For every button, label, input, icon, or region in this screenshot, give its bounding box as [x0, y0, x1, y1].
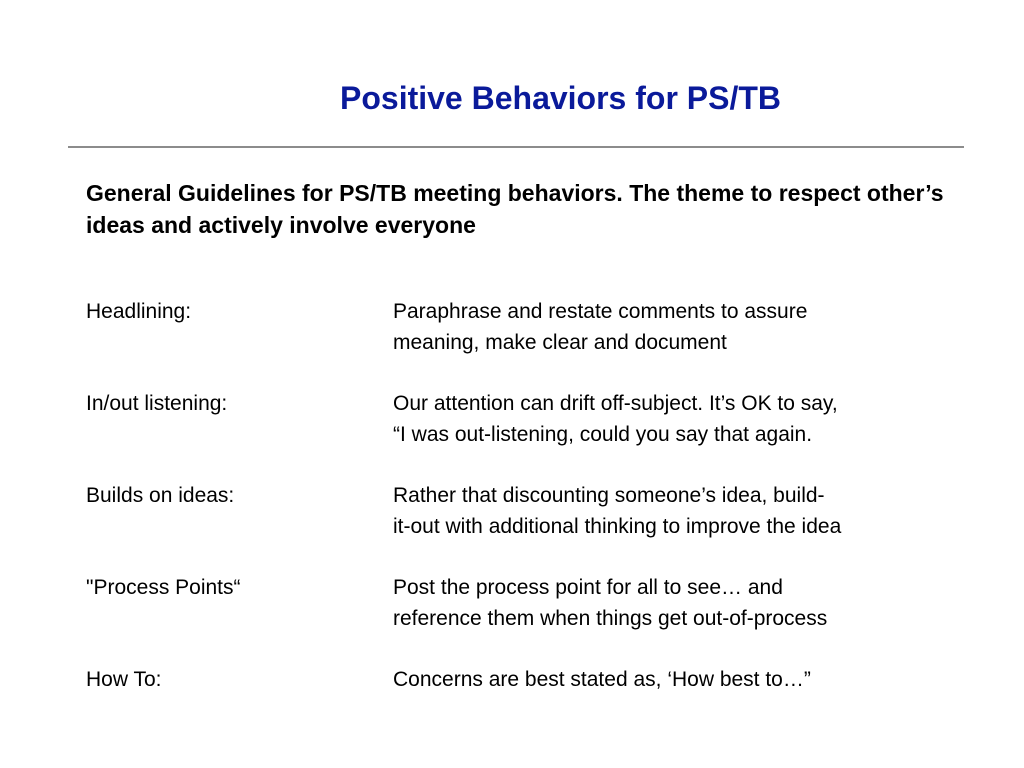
behavior-description: [393, 572, 963, 634]
behavior-item-headlining: [86, 296, 966, 388]
behavior-term: How To:: [86, 668, 162, 691]
behavior-item-builds-on-ideas: [86, 480, 966, 572]
behavior-item-in-out-listening: [86, 388, 966, 480]
behavior-description-line: Concerns are best stated as, ‘How best to…”: [393, 668, 811, 691]
behavior-description-line: it-out with additional thinking to improve the idea: [393, 515, 842, 538]
behavior-item-process-points: [86, 572, 966, 664]
behavior-description-line: Paraphrase and restate comments to assure: [393, 300, 808, 323]
behavior-description-line: “I was out-listening, could you say that again.: [393, 423, 813, 446]
slide-title: Positive Behaviors for PS/TB: [340, 80, 782, 116]
behavior-item-how-to: [86, 664, 966, 756]
behavior-description: [393, 480, 963, 542]
behavior-description: [393, 296, 963, 358]
behavior-description: [393, 388, 963, 450]
behavior-term: "Process Points“: [86, 576, 241, 599]
slide-subtitle: General Guidelines for PS/TB meeting behaviors. The theme to respect other’s ideas and actively involve everyone: [86, 180, 944, 238]
behavior-description-line: meaning, make clear and document: [393, 331, 727, 354]
behavior-list: [86, 296, 966, 756]
behavior-term: Headlining:: [86, 300, 192, 323]
behavior-description: [393, 664, 963, 695]
behavior-description-line: Rather that discounting someone’s idea, build-: [393, 484, 825, 507]
behavior-description-line: Post the process point for all to see… and: [393, 576, 783, 599]
title-divider: [68, 146, 964, 148]
behavior-term: In/out listening:: [86, 392, 228, 415]
behavior-description-line: reference them when things get out-of-process: [393, 607, 828, 630]
behavior-description-line: Our attention can drift off-subject. It’s OK to say,: [393, 392, 838, 415]
behavior-term: Builds on ideas:: [86, 484, 235, 507]
